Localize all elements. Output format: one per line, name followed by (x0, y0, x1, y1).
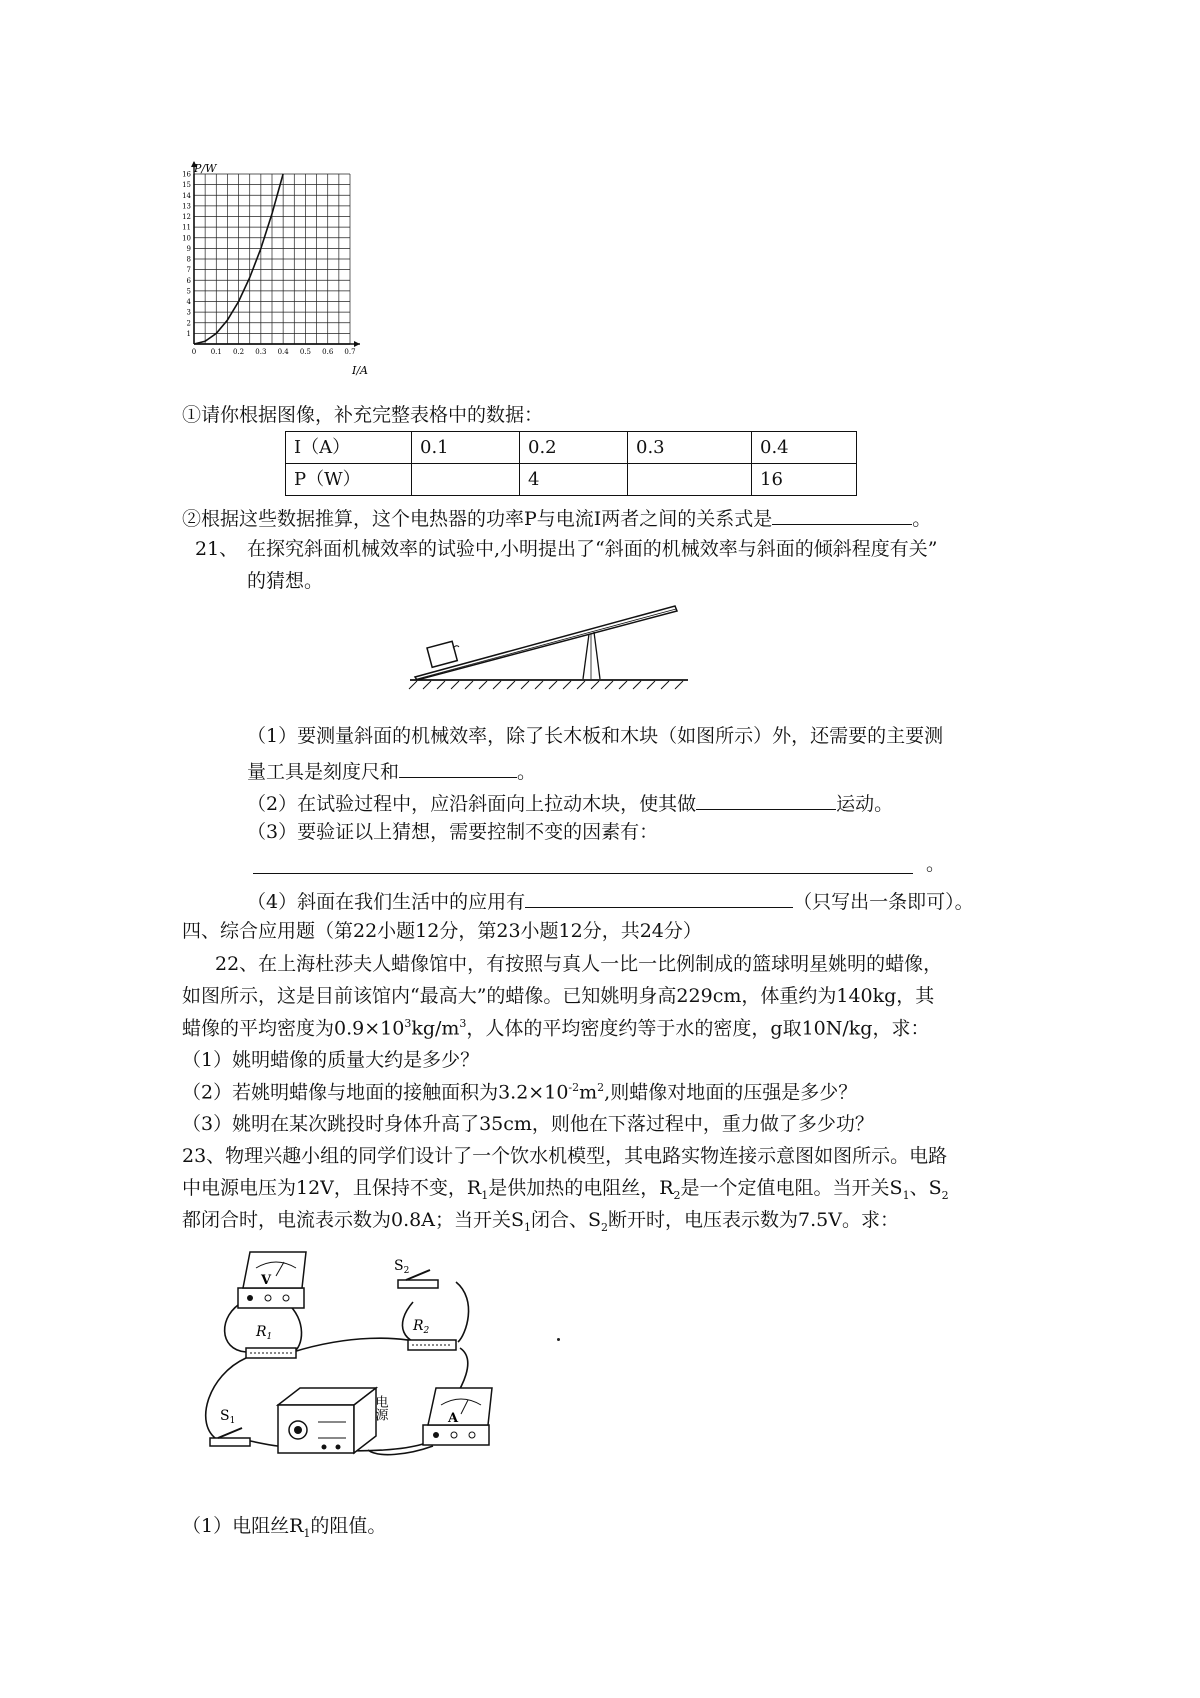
chart-y-tick-label: 13 (182, 202, 191, 211)
q21-s4: （4）斜面在我们生活中的应用有 （只写出一条即可）。 (247, 887, 974, 914)
q21-intro-line2: 的猜想。 (247, 570, 324, 592)
table-cell: I（A） (286, 432, 412, 464)
incline-figure (405, 600, 695, 690)
chart-y-axis-label: P/W (194, 162, 217, 175)
table-cell: 0.2 (520, 432, 628, 464)
q22-s2: （2）若姚明蜡像与地面的接触面积为$3.2\times 10^{-2}m^2$,则蜡像对地面的压强是多少？ (182, 1081, 858, 1104)
q22-line3: 蜡像的平均密度为$0.9\times 10^3kg/m^3$，人体的平均密度约等于水的密度，g取10N/kg，求： (182, 1017, 930, 1040)
q21-s1-line2: 量工具是刻度尺和 。 (247, 757, 536, 784)
power-current-table (285, 431, 857, 496)
chart-x-axis-label: I/A (352, 364, 368, 377)
svg-text:S2 (394, 1258, 409, 1276)
chart-x-tick-label: 0.3 (255, 348, 267, 356)
chart-y-tick-label: 4 (186, 298, 191, 306)
table-cell: P（W） (286, 464, 412, 496)
s2-sub: 2 (403, 1266, 410, 1276)
q20-part1: ①请你根据图像，补充完整表格中的数据： (182, 404, 544, 426)
voltmeter-label: V (261, 1273, 272, 1288)
chart-x-tick-label: 0.6 (322, 348, 334, 356)
q22-s3: （3）姚明在某次跳投时身体升高了35cm，则他在下落过程中，重力做了多少功？ (182, 1113, 874, 1135)
chart-y-tick-label: 5 (186, 287, 191, 296)
chart-y-tick-label: 7 (186, 266, 191, 275)
voltmeter (238, 1252, 306, 1308)
table-row (286, 432, 857, 464)
chart-y-tick-label: 9 (186, 244, 191, 253)
r1-sub: 1 (266, 1332, 273, 1342)
table-cell (628, 464, 752, 496)
q22-s1: （1）姚明蜡像的质量大约是多少？ (182, 1049, 480, 1071)
chart-x-axis-arrow (354, 341, 360, 347)
chart-y-tick-label: 10 (182, 234, 191, 243)
q21-s2: （2）在试验过程中，应沿斜面向上拉动木块，使其做 运动。 (247, 789, 893, 816)
svg-text:S1 (220, 1408, 235, 1426)
r1-label: R (256, 1324, 267, 1340)
switch-s1 (210, 1408, 250, 1446)
chart-y-tick-label: 14 (182, 191, 191, 200)
switch-s2 (394, 1258, 438, 1288)
stray-dot (557, 1338, 560, 1341)
answer-blank (772, 504, 912, 525)
s1-label: S (220, 1408, 230, 1424)
chart-x-tick-label: 0 (191, 348, 197, 356)
q23-line1: 23、物理兴趣小组的同学们设计了一个饮水机模型，其电路实物连接示意图如图所示。电路 (182, 1145, 948, 1167)
chart-y-tick-label: 1 (186, 329, 191, 338)
table-cell: 0.4 (752, 432, 857, 464)
q21-s3-end: 。 (926, 853, 946, 875)
chart-y-tick-label: 6 (186, 276, 191, 285)
answer-blank (399, 757, 517, 778)
chart-x-tick-label: 0.4 (277, 348, 289, 356)
q20-part2: ②根据这些数据推算，这个电热器的功率P与电流I两者之间的关系式是 。 (182, 504, 931, 531)
table-cell (412, 464, 520, 496)
answer-blank (696, 789, 836, 810)
q21-s1-line1: （1）要测量斜面的机械效率，除了长木板和木块（如图所示）外，还需要的主要测 (247, 725, 944, 747)
r2-label: R (413, 1318, 424, 1334)
wood-block (427, 641, 457, 667)
ammeter (423, 1388, 492, 1445)
chart-y-tick-label: 15 (182, 181, 191, 190)
chart-y-tick-label: 12 (182, 213, 191, 221)
resistor-r1 (246, 1324, 296, 1358)
chart-grid (191, 161, 360, 347)
chart-x-tick-label: 0.1 (210, 348, 222, 356)
s1-sub: 1 (229, 1416, 236, 1426)
section-heading: 四、综合应用题（第22小题12分，第23小题12分，共24分） (182, 920, 702, 942)
q21-s3-answer-line (253, 853, 913, 880)
q23-s1: （1）电阻丝$R_1$的阻值。 (182, 1515, 387, 1540)
chart-y-tick-label: 16 (182, 170, 191, 179)
q21-intro-line1: 在探究斜面机械效率的试验中,小明提出了“斜面的机械效率与斜面的倾斜程度有关” (247, 538, 938, 560)
table-cell: 0.1 (412, 432, 520, 464)
chart-x-tick-label: 0.5 (299, 348, 311, 356)
table-cell: 4 (520, 464, 628, 496)
chart-y-tick-label: 3 (186, 308, 191, 317)
power-supply-label: 电源 (372, 1395, 388, 1421)
power-current-chart (180, 160, 370, 385)
chart-x-tick-label: 0.7 (344, 348, 356, 356)
chart-y-tick-label: 11 (182, 223, 191, 232)
table-cell: 0.3 (628, 432, 752, 464)
r2-sub: 2 (423, 1326, 430, 1336)
s2-label: S (394, 1258, 404, 1274)
q23-line3: 都闭合时，电流表示数为0.8A；当开关$S_1$闭合、$S_2$断开时，电压表示数为7.5V。求： (182, 1209, 899, 1234)
ammeter-label: A (448, 1411, 459, 1426)
q22-line2: 如图所示，这是目前该馆内“最高大”的蜡像。已知姚明身高229cm，体重约为140kg，其 (182, 985, 935, 1007)
q23-line2: 中电源电压为12V，且保持不变，$R_1$是供加热的电阻丝，$R_2$是一个定值电阻。当开关$S_1$、$S_2$ (182, 1177, 949, 1202)
table-row (286, 464, 857, 496)
q21-s3: （3）要验证以上猜想，需要控制不变的因素有： (247, 821, 659, 843)
answer-blank (525, 887, 793, 908)
chart-tick-labels (182, 171, 355, 357)
q22-line1: 22、在上海杜莎夫人蜡像馆中，有按照与真人一比一比例制成的篮球明星姚明的蜡像， (215, 953, 943, 975)
chart-y-tick-label: 2 (186, 319, 191, 328)
resistor-r2 (408, 1318, 456, 1350)
svg-text:R1 (255, 1324, 272, 1342)
svg-text:R2 (412, 1318, 430, 1336)
chart-x-tick-label: 0.2 (233, 348, 245, 356)
circuit-figure (198, 1240, 558, 1470)
table-cell: 16 (752, 464, 857, 496)
q21-number: 21、 (195, 538, 239, 560)
power-supply (278, 1388, 388, 1453)
chart-y-tick-label: 8 (186, 255, 191, 264)
answer-blank (253, 853, 913, 874)
